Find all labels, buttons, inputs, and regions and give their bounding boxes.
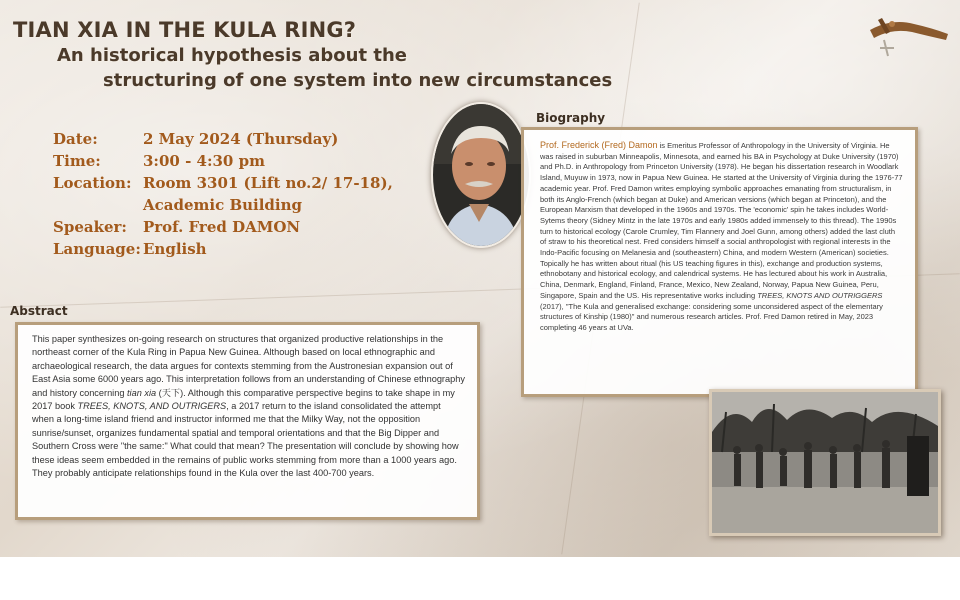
time-label: Time: [53,152,101,170]
poster-subtitle-line-1: An historical hypothesis about the [57,45,407,66]
speaker-label: Speaker: [53,218,127,236]
abstract-tian-xia: tian xia [127,387,157,398]
language-label: Language: [53,240,141,258]
poster-title: TIAN XIA IN THE KULA RING? [13,18,357,42]
location-value-line-1: Room 3301 (Lift no.2/ 17-18), [143,174,393,192]
time-value: 3:00 - 4:30 pm [143,152,265,170]
biography-text-1: is Emeritus Professor of Anthropology in the University of Virginia. He was raised in suburban Minneapolis, Minnesota, and earned his BA in Psychology at Duke University (1970) and Ph.D. in Anthropology from Princeton University (1978). He began his dissertation research in Woodlark Island, Muyuw in 1973, now in Papua New Guinea. He started at the University of Virginia during the 1976-77 academic year. Prof. Fred Damon writes employing symbolic approaches emanating from structuralism, in both its Anglo-French (which began at Duke) and American versions (which began at Princeton), and the European Marxism that developed in the 1960s and 1970s. The 'economic' spin he takes includes World-Sytems theory (Sidney Mintz in the late 1970s and early 1980s added immensely to this thread). The 1990s turn to historical ecology (Carole Crumley, Tim Flannery and Joel Gunn, among others) added the last cluth of straw to his theoretical nest. Fred considers himself a social anthropologist with regional interests in the Indo-Pacific focusing on Melanesia and (southeastern) China, and modern Western (American) societies. Topically he has written about ritual (his US teaching figures in this), exchange and production systems, ethnobotany and historical ecology, and calendrical systems. He has lectured about his work in Australia, China, Denmark, England, Finland, France, Mexico, New Zealand, Norway, Papua New Guinea, Peru, Singapore, Spain and the US. His representative works including [540,141,903,300]
abstract-panel [15,322,480,520]
biography-works: TREES, KNOTS AND OUTRIGGERS [757,290,883,300]
poster-subtitle-line-2: structuring of one system into new circumstances [103,70,613,91]
pinned-artifact-icon [862,10,952,60]
speaker-value: Prof. Fred DAMON [143,218,301,236]
location-label: Location: [53,174,132,192]
speaker-portrait [431,102,531,248]
date-value: 2 May 2024 (Thursday) [143,130,339,148]
abstract-book-title: TREES, KNOTS, AND OUTRIGERS [77,401,227,412]
abstract-text-3: , a 2017 return to the island consolidated the attempt when a long-time island friend and instructor informed me that the Milky Way, not the opposition sunrise/sunset, organizes fundamental spatial and temporal orientations and that the Big Dipper and Southern Cross were "the same:" What could that mean? The presentation will conclude by showing how these ideas seem embedded in the remains of public works stemming from more than a 1000 years ago. They probably anticipate relationships found in the Kula over the last 400-700 years. [32,401,459,479]
biography-panel [521,127,918,397]
abstract-tian-xia-chars: (天下) [156,387,184,398]
biography-name: Prof. Frederick (Fred) Damon [540,140,658,150]
abstract-text-2: . Although this comparative perspective begins to take shape in my 2017 book [32,387,455,412]
location-value-line-2: Academic Building [143,196,303,214]
biography-text-2: (2017), "The Kula and generalised exchange: considering some unconsidered aspect of the elementary structures of Kinship (1980)" and numerous research articles. Prof. Fred Damon retired in May, 2023 completing 46 years at UVa. [540,301,883,332]
biography-heading: Biography [536,111,606,125]
abstract-text-1: This paper synthesizes on-going research on structures that organized productive relationships in the northeast corner of the Kula Ring in Papua New Guinea. Although based on local ethnographic and archaeological research, the data argues for contexts stemming from the Austronesian expansion out of East Asia some 6000 years ago. This interpretation follows from an understanding of Chinese ethnography and history concerning [32,334,465,398]
language-value: English [143,240,207,258]
date-label: Date: [53,130,98,148]
historical-photo [709,389,941,536]
abstract-heading: Abstract [10,304,68,318]
